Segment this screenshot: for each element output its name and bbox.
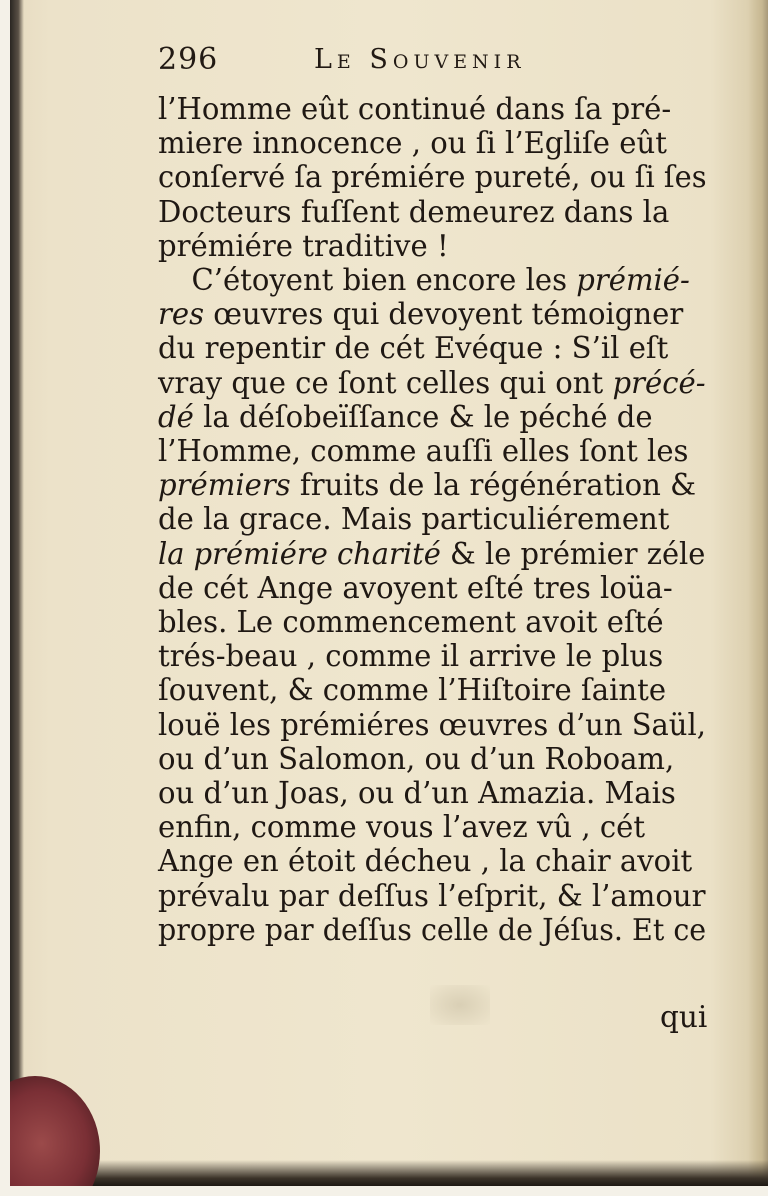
- text-line: ou d’un Joas, ou d’un Amazia. Mais: [158, 776, 676, 811]
- text-segment: la déſobeïſſance & le péché de: [193, 399, 653, 434]
- text-line: trés-beau , comme il arrive le plus: [158, 639, 664, 674]
- paper-stain: [430, 985, 490, 1025]
- text-line: [158, 400, 706, 434]
- running-title: Le Souvenir: [314, 44, 526, 75]
- page-fore-edge: [748, 0, 768, 1186]
- thumb: [10, 1076, 100, 1186]
- page-bottom-edge: [10, 1160, 768, 1186]
- italic-text: prémiers: [158, 468, 291, 503]
- text-line: de la grace. Mais particuliérement: [158, 502, 670, 537]
- text-segment: fruits de la régénération &: [290, 468, 696, 503]
- text-line: propre par deſſus celle de Jéſus. Et ce: [158, 912, 707, 947]
- text-segment: vray que ce ſont celles qui ont: [158, 365, 613, 400]
- text-line: ou d’un Salomon, ou d’un Roboam,: [158, 741, 675, 776]
- text-line: [158, 263, 706, 297]
- text-segment: œuvres qui devoyent témoigner: [204, 297, 684, 332]
- book-spine-shadow: [10, 0, 24, 1186]
- italic-text: prémié-: [576, 263, 690, 298]
- text-line: du repentir de cét Evéque : S’il eſt: [158, 331, 669, 366]
- text-segment: C’étoyent bien encore les: [191, 263, 577, 298]
- body-text: [158, 92, 714, 947]
- text-line: ſouvent, & comme l’Hiſtoire ſainte: [158, 673, 667, 708]
- italic-text: précé-: [612, 365, 706, 400]
- text-line: conſervé ſa prémiére pureté, ou ſi ſes: [158, 160, 707, 195]
- text-line: [158, 536, 706, 571]
- text-line: [158, 366, 706, 400]
- catchword: qui: [660, 1000, 708, 1034]
- text-line: enfin, comme vous l’avez vû , cét: [158, 810, 646, 845]
- text-line: louë les prémiéres œuvres d’un Saül,: [158, 707, 706, 742]
- page-header: [158, 42, 598, 82]
- text-line: l’Homme eût continué dans ſa pré-: [158, 92, 672, 126]
- text-segment: & le prémier zéle: [440, 536, 706, 571]
- italic-text: la prémiére charité: [158, 536, 441, 571]
- text-line: l’Homme, comme auſſi elles ſont les: [158, 434, 689, 469]
- text-line: prémiére traditive !: [158, 228, 449, 263]
- text-line: [158, 297, 706, 331]
- text-line: Docteurs fuſſent demeurez dans la: [158, 194, 670, 229]
- text-line: de cét Ange avoyent eſté tres loüa-: [158, 570, 673, 605]
- italic-text: res: [158, 297, 205, 332]
- page-number: 296: [158, 42, 219, 77]
- book-page: [10, 0, 768, 1186]
- text-line: miere innocence , ou ſi l’Egliſe eût: [158, 126, 667, 161]
- text-line: bles. Le commencement avoit eſté: [158, 605, 664, 640]
- text-line: prévalu par deſſus l’eſprit, & l’amour: [158, 878, 706, 913]
- text-line: [158, 468, 706, 502]
- text-line: Ange en étoit décheu , la chair avoit: [158, 844, 693, 879]
- italic-text: dé: [158, 399, 194, 434]
